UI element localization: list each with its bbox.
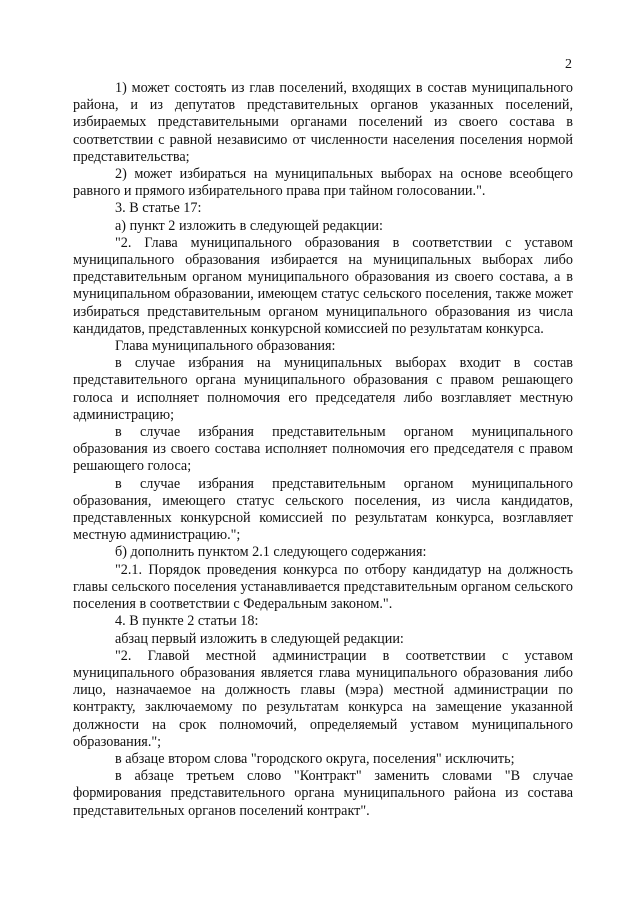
document-body <box>73 80 573 820</box>
paragraph-11: "2.1. Порядок проведения конкурса по отбору кандидатур на должность главы сельского поселения устанавливается представительным органом сельского поселения в соответствии с Федеральным законом.". <box>73 561 573 613</box>
paragraph-10: б) дополнить пунктом 2.1 следующего содержания: <box>115 544 427 561</box>
paragraph-1: 1) может состоять из глав поселений, входящих в состав муниципального района, и из депутатов представительных органов указанных поселений, избираемых представительными органами поселений из своего состава в соответствии с равной независимо от численности населения поселения нормой представительства; <box>73 80 573 165</box>
paragraph-12: 4. В пункте 2 статьи 18: <box>115 613 259 630</box>
paragraph-15: в абзаце втором слова "городского округа, поселения" исключить; <box>115 750 515 767</box>
paragraph-16: в абзаце третьем слово "Контракт" заменить словами "В случае формирования представительного органа муниципального района из состава представительных органов поселений контракт". <box>73 768 573 819</box>
paragraph-6: Глава муниципального образования: <box>115 338 336 355</box>
paragraph-2: 2) может избираться на муниципальных выборах на основе всеобщего равного и прямого избирательного права при тайном голосовании.". <box>73 166 573 200</box>
page-number: 2 <box>565 57 572 72</box>
paragraph-9: в случае избрания представительным органом муниципального образования, имеющего статус сельского поселения, из числа кандидатов, представленных конкурсной комиссией по результатам конкурса, возглавляет местную администрацию."; <box>73 475 573 544</box>
paragraph-14: "2. Главой местной администрации в соответствии с уставом муниципального образования является глава муниципального образования либо лицо, назначаемое на должность главы (мэра) местной администрации по контракту, заключаемому по результатам конкурса на замещение указанной должности на срок полномочий, определяемый уставом муниципального образования."; <box>73 647 573 750</box>
paragraph-4: а) пункт 2 изложить в следующей редакции: <box>115 217 383 234</box>
paragraph-7: в случае избрания на муниципальных выборах входит в состав представительного органа муниципального образования с правом решающего голоса и исполняет полномочия его председателя либо возглавляет местную администрацию; <box>73 355 573 423</box>
paragraph-8: в случае избрания представительным органом муниципального образования из своего состава исполняет полномочия его председателя с правом решающего голоса; <box>73 424 573 475</box>
paragraph-13: абзац первый изложить в следующей редакции: <box>115 630 404 647</box>
paragraph-3: 3. В статье 17: <box>115 200 202 217</box>
paragraph-5: "2. Глава муниципального образования в соответствии с уставом муниципального образования избирается на муниципальных выборах либо представительным органом муниципального образования из своего состава, а в муниципальном образовании, имеющем статус сельского поселения, также может избираться представительным органом муниципального образования из числа кандидатов, представленных конкурсной комиссией по результатам конкурса. <box>73 234 573 337</box>
